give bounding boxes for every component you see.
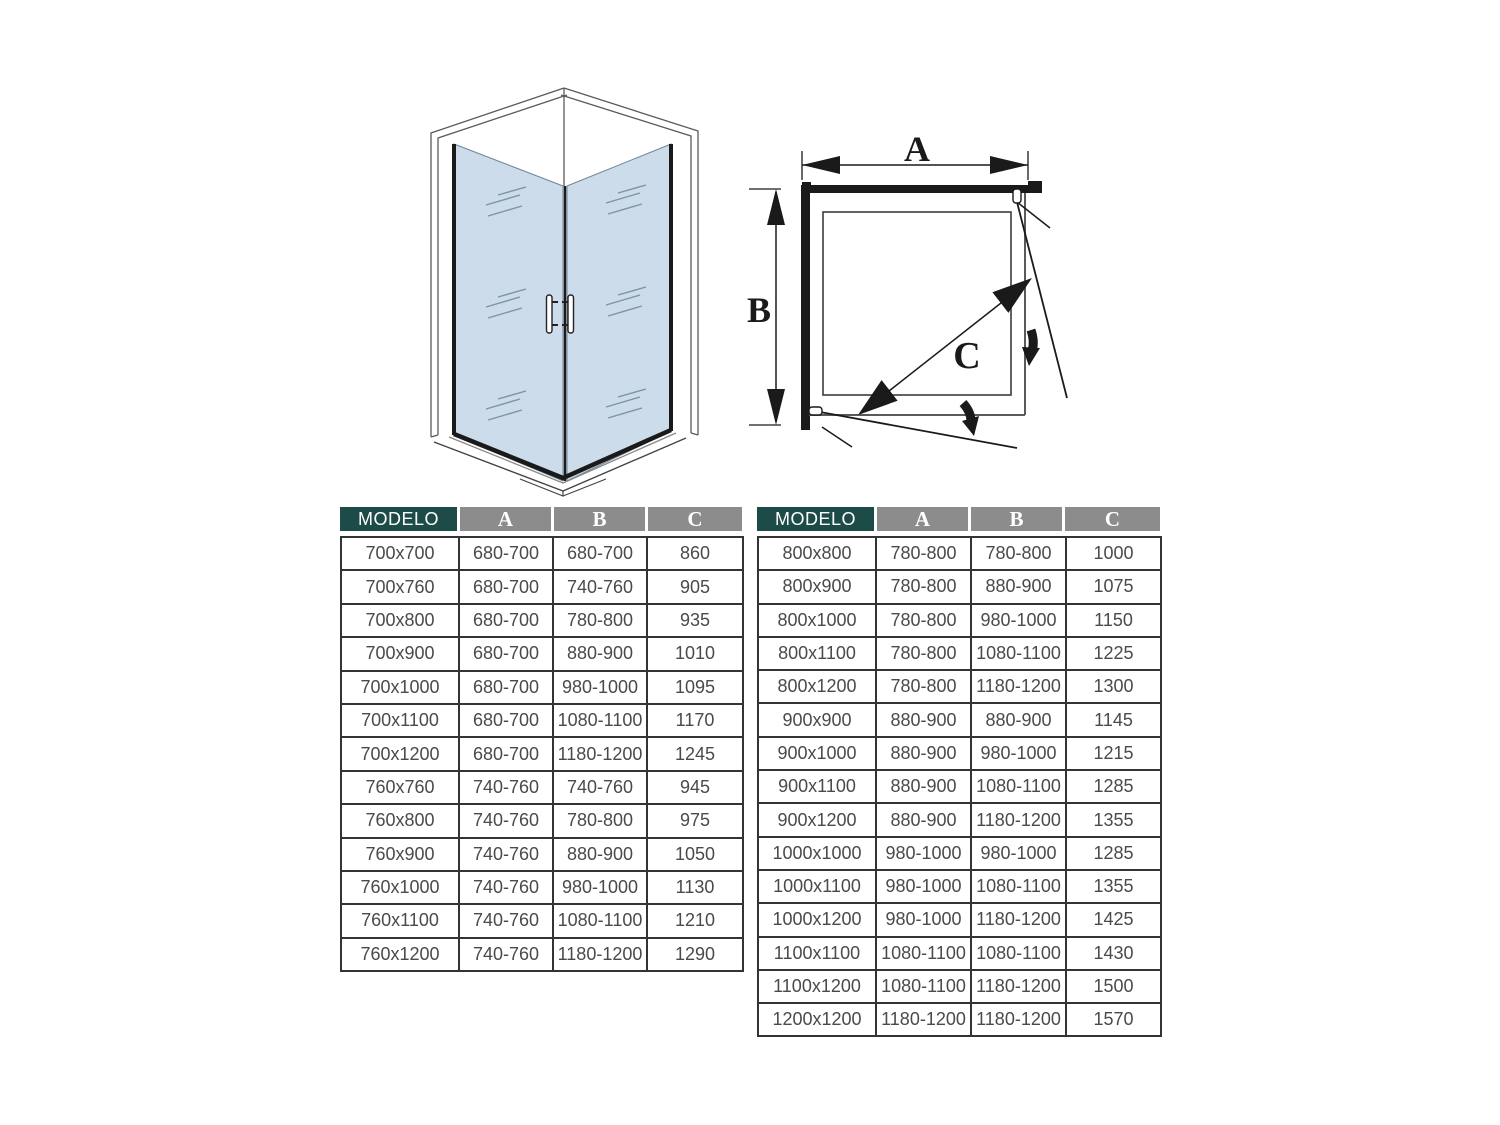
table-cell: 800x1000 (758, 604, 876, 637)
table-cell: 1080-1100 (971, 770, 1066, 803)
table-cell: 760x1200 (341, 938, 459, 971)
table-cell: 935 (647, 604, 743, 637)
plan-dimension-diagram (745, 85, 1165, 495)
table-cell: 880-900 (971, 703, 1066, 736)
table-cell: 760x800 (341, 804, 459, 837)
table-cell: 1180-1200 (971, 803, 1066, 836)
table-cell: 1000x1000 (758, 837, 876, 870)
header-b: B (971, 507, 1062, 531)
table-cell: 800x1100 (758, 637, 876, 670)
table-cell: 1180-1200 (971, 670, 1066, 703)
table-cell: 880-900 (876, 703, 971, 736)
table-cell: 1000x1100 (758, 870, 876, 903)
table-row (758, 903, 1161, 936)
table-row (758, 570, 1161, 603)
table-cell: 1100x1100 (758, 937, 876, 970)
table-row (758, 670, 1161, 703)
table-cell: 700x900 (341, 637, 459, 670)
table-cell: 800x1200 (758, 670, 876, 703)
table-cell: 1180-1200 (553, 938, 647, 971)
table-cell: 740-760 (459, 871, 553, 904)
dimensions-table-right (757, 507, 1160, 1037)
table-body (340, 536, 744, 972)
table-cell: 780-800 (876, 604, 971, 637)
tray-outline (823, 212, 1011, 395)
table-cell: 1425 (1066, 903, 1161, 936)
table-row (341, 938, 743, 971)
table-cell: 780-800 (553, 604, 647, 637)
table-cell: 1300 (1066, 670, 1161, 703)
shower-enclosure-3d-diagram (420, 85, 740, 505)
table-cell: 1285 (1066, 770, 1161, 803)
table-header (757, 507, 1160, 531)
table-row (341, 871, 743, 904)
table-cell: 1170 (647, 704, 743, 737)
table-cell: 900x1200 (758, 803, 876, 836)
table-cell: 980-1000 (553, 671, 647, 704)
table-cell: 760x760 (341, 771, 459, 804)
left-door-swing (809, 403, 1017, 448)
table-cell: 800x900 (758, 570, 876, 603)
table-cell: 740-760 (459, 838, 553, 871)
header-a: A (877, 507, 968, 531)
table-row (341, 570, 743, 603)
table-cell: 980-1000 (876, 837, 971, 870)
table-cell: 1000x1200 (758, 903, 876, 936)
table-row (341, 771, 743, 804)
table-cell: 760x1100 (341, 904, 459, 937)
table-cell: 975 (647, 804, 743, 837)
table-row (758, 770, 1161, 803)
table-row (758, 537, 1161, 570)
table-cell: 680-700 (459, 671, 553, 704)
dimensions-table-left (340, 507, 742, 972)
table-cell: 900x1000 (758, 737, 876, 770)
table-cell: 1080-1100 (876, 970, 971, 1003)
table-cell: 780-800 (553, 804, 647, 837)
table-row (341, 804, 743, 837)
header-modelo: MODELO (340, 507, 457, 531)
table-cell: 880-900 (876, 803, 971, 836)
table-row (341, 637, 743, 670)
table-cell: 1010 (647, 637, 743, 670)
table-cell: 780-800 (876, 537, 971, 570)
table-cell: 680-700 (459, 637, 553, 670)
table-cell: 680-700 (459, 604, 553, 637)
table-row (758, 870, 1161, 903)
table-cell: 1215 (1066, 737, 1161, 770)
table-cell: 1080-1100 (971, 637, 1066, 670)
table-cell: 1130 (647, 871, 743, 904)
table-cell: 700x1200 (341, 737, 459, 770)
table-cell: 1500 (1066, 970, 1161, 1003)
header-a: A (460, 507, 551, 531)
table-cell: 1095 (647, 671, 743, 704)
table-cell: 1100x1200 (758, 970, 876, 1003)
table-cell: 800x800 (758, 537, 876, 570)
table-row (341, 904, 743, 937)
table-cell: 700x800 (341, 604, 459, 637)
table-row (758, 970, 1161, 1003)
table-cell: 680-700 (459, 537, 553, 570)
table-row (758, 637, 1161, 670)
table-cell: 780-800 (876, 637, 971, 670)
table-row (341, 704, 743, 737)
table-row (341, 838, 743, 871)
table-cell: 680-700 (459, 704, 553, 737)
table-cell: 780-800 (876, 570, 971, 603)
table-cell: 760x900 (341, 838, 459, 871)
table-cell: 1210 (647, 904, 743, 937)
table-cell: 680-700 (459, 570, 553, 603)
table-cell: 740-760 (553, 570, 647, 603)
table-cell: 700x760 (341, 570, 459, 603)
label-c: C (953, 335, 981, 377)
table-cell: 680-700 (553, 537, 647, 570)
table-cell: 1145 (1066, 703, 1161, 736)
table-cell: 780-800 (876, 670, 971, 703)
table-cell: 1570 (1066, 1003, 1161, 1036)
table-cell: 1290 (647, 938, 743, 971)
table-cell: 880-900 (553, 637, 647, 670)
table-cell: 760x1000 (341, 871, 459, 904)
table-cell: 860 (647, 537, 743, 570)
table-cell: 1180-1200 (971, 1003, 1066, 1036)
table-cell: 740-760 (553, 771, 647, 804)
table-cell: 1180-1200 (971, 970, 1066, 1003)
table-cell: 740-760 (459, 904, 553, 937)
table-cell: 740-760 (459, 804, 553, 837)
table-row (758, 937, 1161, 970)
table-row (341, 537, 743, 570)
table-cell: 740-760 (459, 771, 553, 804)
table-cell: 980-1000 (876, 870, 971, 903)
table-cell: 980-1000 (553, 871, 647, 904)
label-b: B (746, 290, 772, 330)
table-cell: 1430 (1066, 937, 1161, 970)
table-cell: 700x1100 (341, 704, 459, 737)
header-c: C (1065, 507, 1160, 531)
table-row (341, 737, 743, 770)
table-cell: 1050 (647, 838, 743, 871)
label-a: A (904, 129, 930, 169)
table-row (758, 703, 1161, 736)
header-modelo: MODELO (757, 507, 874, 531)
table-cell: 980-1000 (971, 604, 1066, 637)
table-row (758, 803, 1161, 836)
table-cell: 980-1000 (971, 837, 1066, 870)
table-row (758, 737, 1161, 770)
table-cell: 1000 (1066, 537, 1161, 570)
table-header (340, 507, 742, 531)
table-row (341, 604, 743, 637)
table-cell: 1080-1100 (971, 870, 1066, 903)
table-cell: 700x1000 (341, 671, 459, 704)
table-cell: 1080-1100 (553, 704, 647, 737)
table-cell: 1080-1100 (971, 937, 1066, 970)
table-cell: 980-1000 (971, 737, 1066, 770)
table-row (341, 671, 743, 704)
table-cell: 900x1100 (758, 770, 876, 803)
table-row (758, 604, 1161, 637)
table-cell: 1080-1100 (553, 904, 647, 937)
table-cell: 780-800 (971, 537, 1066, 570)
table-cell: 880-900 (971, 570, 1066, 603)
table-cell: 980-1000 (876, 903, 971, 936)
table-row (758, 1003, 1161, 1036)
table-cell: 680-700 (459, 737, 553, 770)
table-cell: 880-900 (876, 770, 971, 803)
table-cell: 1080-1100 (876, 937, 971, 970)
header-b: B (554, 507, 645, 531)
table-cell: 1180-1200 (971, 903, 1066, 936)
table-body (757, 536, 1162, 1037)
table-row (758, 837, 1161, 870)
table-cell: 700x700 (341, 537, 459, 570)
header-c: C (648, 507, 742, 531)
table-cell: 1200x1200 (758, 1003, 876, 1036)
table-cell: 740-760 (459, 938, 553, 971)
table-cell: 1150 (1066, 604, 1161, 637)
table-cell: 1075 (1066, 570, 1161, 603)
table-cell: 1355 (1066, 870, 1161, 903)
glass-closed-outline (809, 193, 1025, 415)
table-cell: 900x900 (758, 703, 876, 736)
table-cell: 1355 (1066, 803, 1161, 836)
table-cell: 880-900 (876, 737, 971, 770)
table-cell: 905 (647, 570, 743, 603)
table-cell: 1245 (647, 737, 743, 770)
table-cell: 945 (647, 771, 743, 804)
table-cell: 1180-1200 (876, 1003, 971, 1036)
table-cell: 1225 (1066, 637, 1161, 670)
table-cell: 1180-1200 (553, 737, 647, 770)
table-cell: 880-900 (553, 838, 647, 871)
table-cell: 1285 (1066, 837, 1161, 870)
